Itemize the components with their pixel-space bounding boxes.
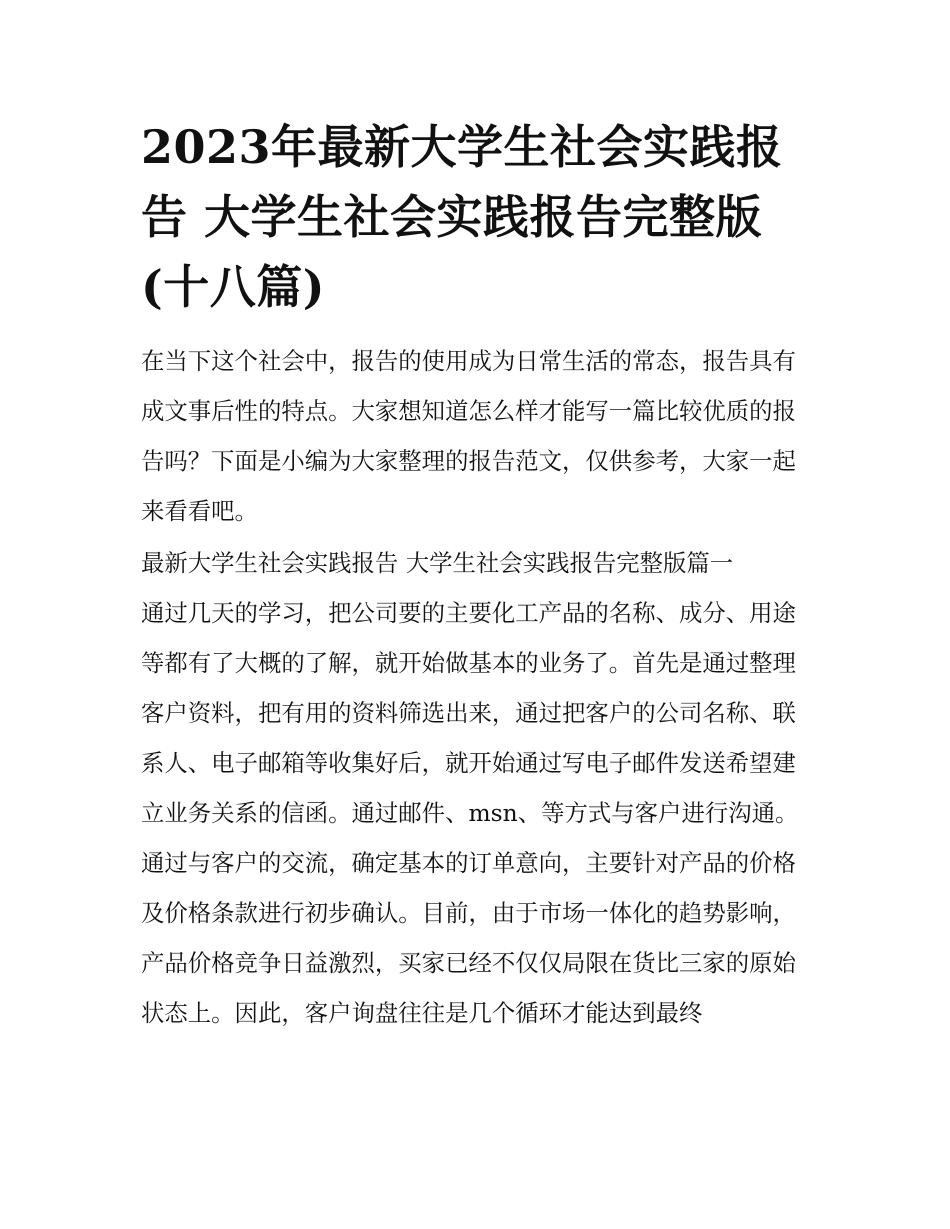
document-title: 2023年最新大学生社会实践报告 大学生社会实践报告完整版(十八篇) bbox=[141, 120, 783, 314]
document-page bbox=[141, 112, 813, 1038]
section-heading: 最新大学生社会实践报告 大学生社会实践报告完整版篇一 bbox=[141, 549, 734, 577]
body-paragraph-1: 通过几天的学习，把公司要的主要化工产品的名称、成分、用途等都有了大概的了解，就开始做基本的业务了。首先是通过整理客户资料，把有用的资料筛选出来，通过把客户的公司名称、联系人、电子邮箱等收集好后，就开始通过写电子邮件发送希望建立业务关系的信函。通过邮件、msn、等方式与客户进行沟通。 bbox=[141, 599, 799, 827]
intro-paragraph: 在当下这个社会中，报告的使用成为日常生活的常态，报告具有成文事后性的特点。大家想知道怎么样才能写一篇比较优质的报告吗？下面是小编为大家整理的报告范文，仅供参考，大家一起来看看吧。 bbox=[141, 347, 796, 525]
body-paragraph-2: 通过与客户的交流，确定基本的订单意向，主要针对产品的价格及价格条款进行初步确认。目前，由于市场一体化的趋势影响，产品价格竞争日益激烈，买家已经不仅仅局限在货比三家的原始状态上。因此，客户询盘往往是几个循环才能达到最终 bbox=[141, 849, 796, 1027]
